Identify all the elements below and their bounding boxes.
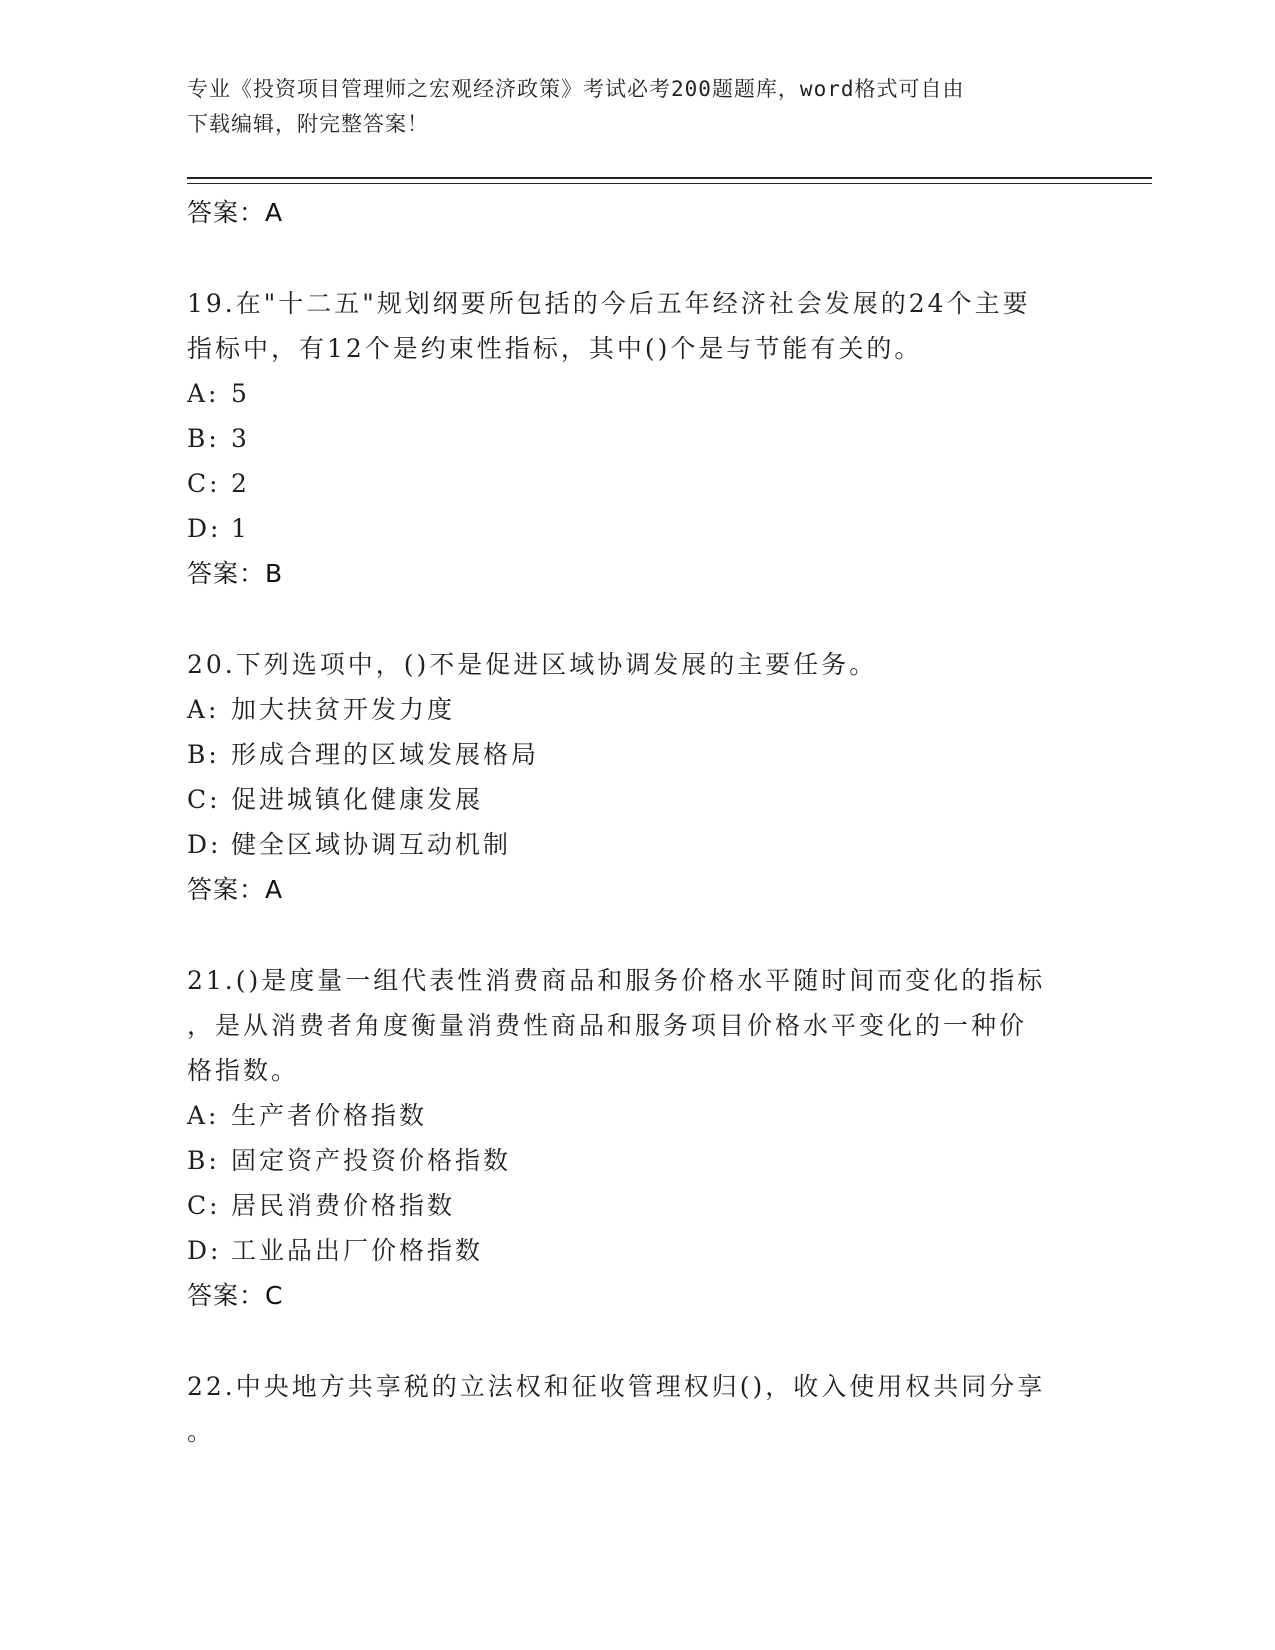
option-text: 1 <box>231 514 250 543</box>
option-key: B: <box>187 1146 220 1175</box>
answer-line: 答案：A <box>187 875 284 904</box>
option-text: 5 <box>231 379 250 408</box>
option-key: C: <box>187 469 221 498</box>
option-key: A: <box>187 695 220 724</box>
question-stem-line: 22.中央地方共享税的立法权和征收管理权归()，收入使用权共同分享 <box>187 1372 1046 1401</box>
header-line-1: 专业《投资项目管理师之宏观经济政策》考试必考200题题库，word格式可自由 <box>187 77 965 101</box>
option-text: 工业品出厂价格指数 <box>231 1236 484 1265</box>
option-d <box>187 822 1087 867</box>
option-text: 3 <box>231 424 250 453</box>
option-key: C: <box>187 785 221 814</box>
question-stem-line: ，是从消费者角度衡量消费性商品和服务项目价格水平变化的一种价 <box>187 1011 1028 1040</box>
option-d <box>187 506 1087 551</box>
option-key: D: <box>187 830 222 859</box>
option-key: A: <box>187 1101 220 1130</box>
option-key: C: <box>187 1191 221 1220</box>
option-text: 形成合理的区域发展格局 <box>231 740 540 769</box>
question-21 <box>187 958 1087 1318</box>
answer-line: 答案：C <box>187 1281 284 1310</box>
question-stem-line: 20.下列选项中，()不是促进区域协调发展的主要任务。 <box>187 650 878 679</box>
option-key: B: <box>187 424 220 453</box>
header-line-2: 下载编辑，附完整答案！ <box>187 112 429 136</box>
option-key: B: <box>187 740 220 769</box>
option-text: 健全区域协调互动机制 <box>231 830 512 859</box>
option-a <box>187 371 1087 416</box>
option-b <box>187 732 1087 777</box>
option-a <box>187 687 1087 732</box>
option-text: 2 <box>231 469 250 498</box>
option-c <box>187 461 1087 506</box>
header-rule-thick <box>187 177 1152 179</box>
question-stem-line: 指标中，有12个是约束性指标，其中()个是与节能有关的。 <box>187 334 923 363</box>
option-text: 居民消费价格指数 <box>231 1191 456 1220</box>
option-key: D: <box>187 514 222 543</box>
option-c <box>187 1183 1087 1228</box>
question-stem-line: 格指数。 <box>187 1056 300 1085</box>
option-key: D: <box>187 1236 222 1265</box>
option-text: 促进城镇化健康发展 <box>231 785 484 814</box>
answer-line: 答案：A <box>187 198 284 227</box>
question-content <box>187 190 1087 1454</box>
option-b <box>187 1138 1087 1183</box>
document-header <box>187 72 1077 142</box>
option-key: A: <box>187 379 220 408</box>
option-b <box>187 416 1087 461</box>
question-22 <box>187 1364 1087 1454</box>
question-20 <box>187 642 1087 912</box>
question-stem-line: 。 <box>187 1417 216 1446</box>
header-rule-thin <box>187 183 1152 184</box>
question-stem-line: 19.在"十二五"规划纲要所包括的今后五年经济社会发展的24个主要 <box>187 289 1031 318</box>
answer-line: 答案：B <box>187 559 284 588</box>
option-a <box>187 1093 1087 1138</box>
option-d <box>187 1228 1087 1273</box>
question-stem-line: 21.()是度量一组代表性消费商品和服务价格水平随时间而变化的指标 <box>187 966 1046 995</box>
option-text: 生产者价格指数 <box>231 1101 428 1130</box>
option-text: 加大扶贫开发力度 <box>231 695 456 724</box>
option-text: 固定资产投资价格指数 <box>231 1146 512 1175</box>
option-c <box>187 777 1087 822</box>
question-19 <box>187 281 1087 596</box>
